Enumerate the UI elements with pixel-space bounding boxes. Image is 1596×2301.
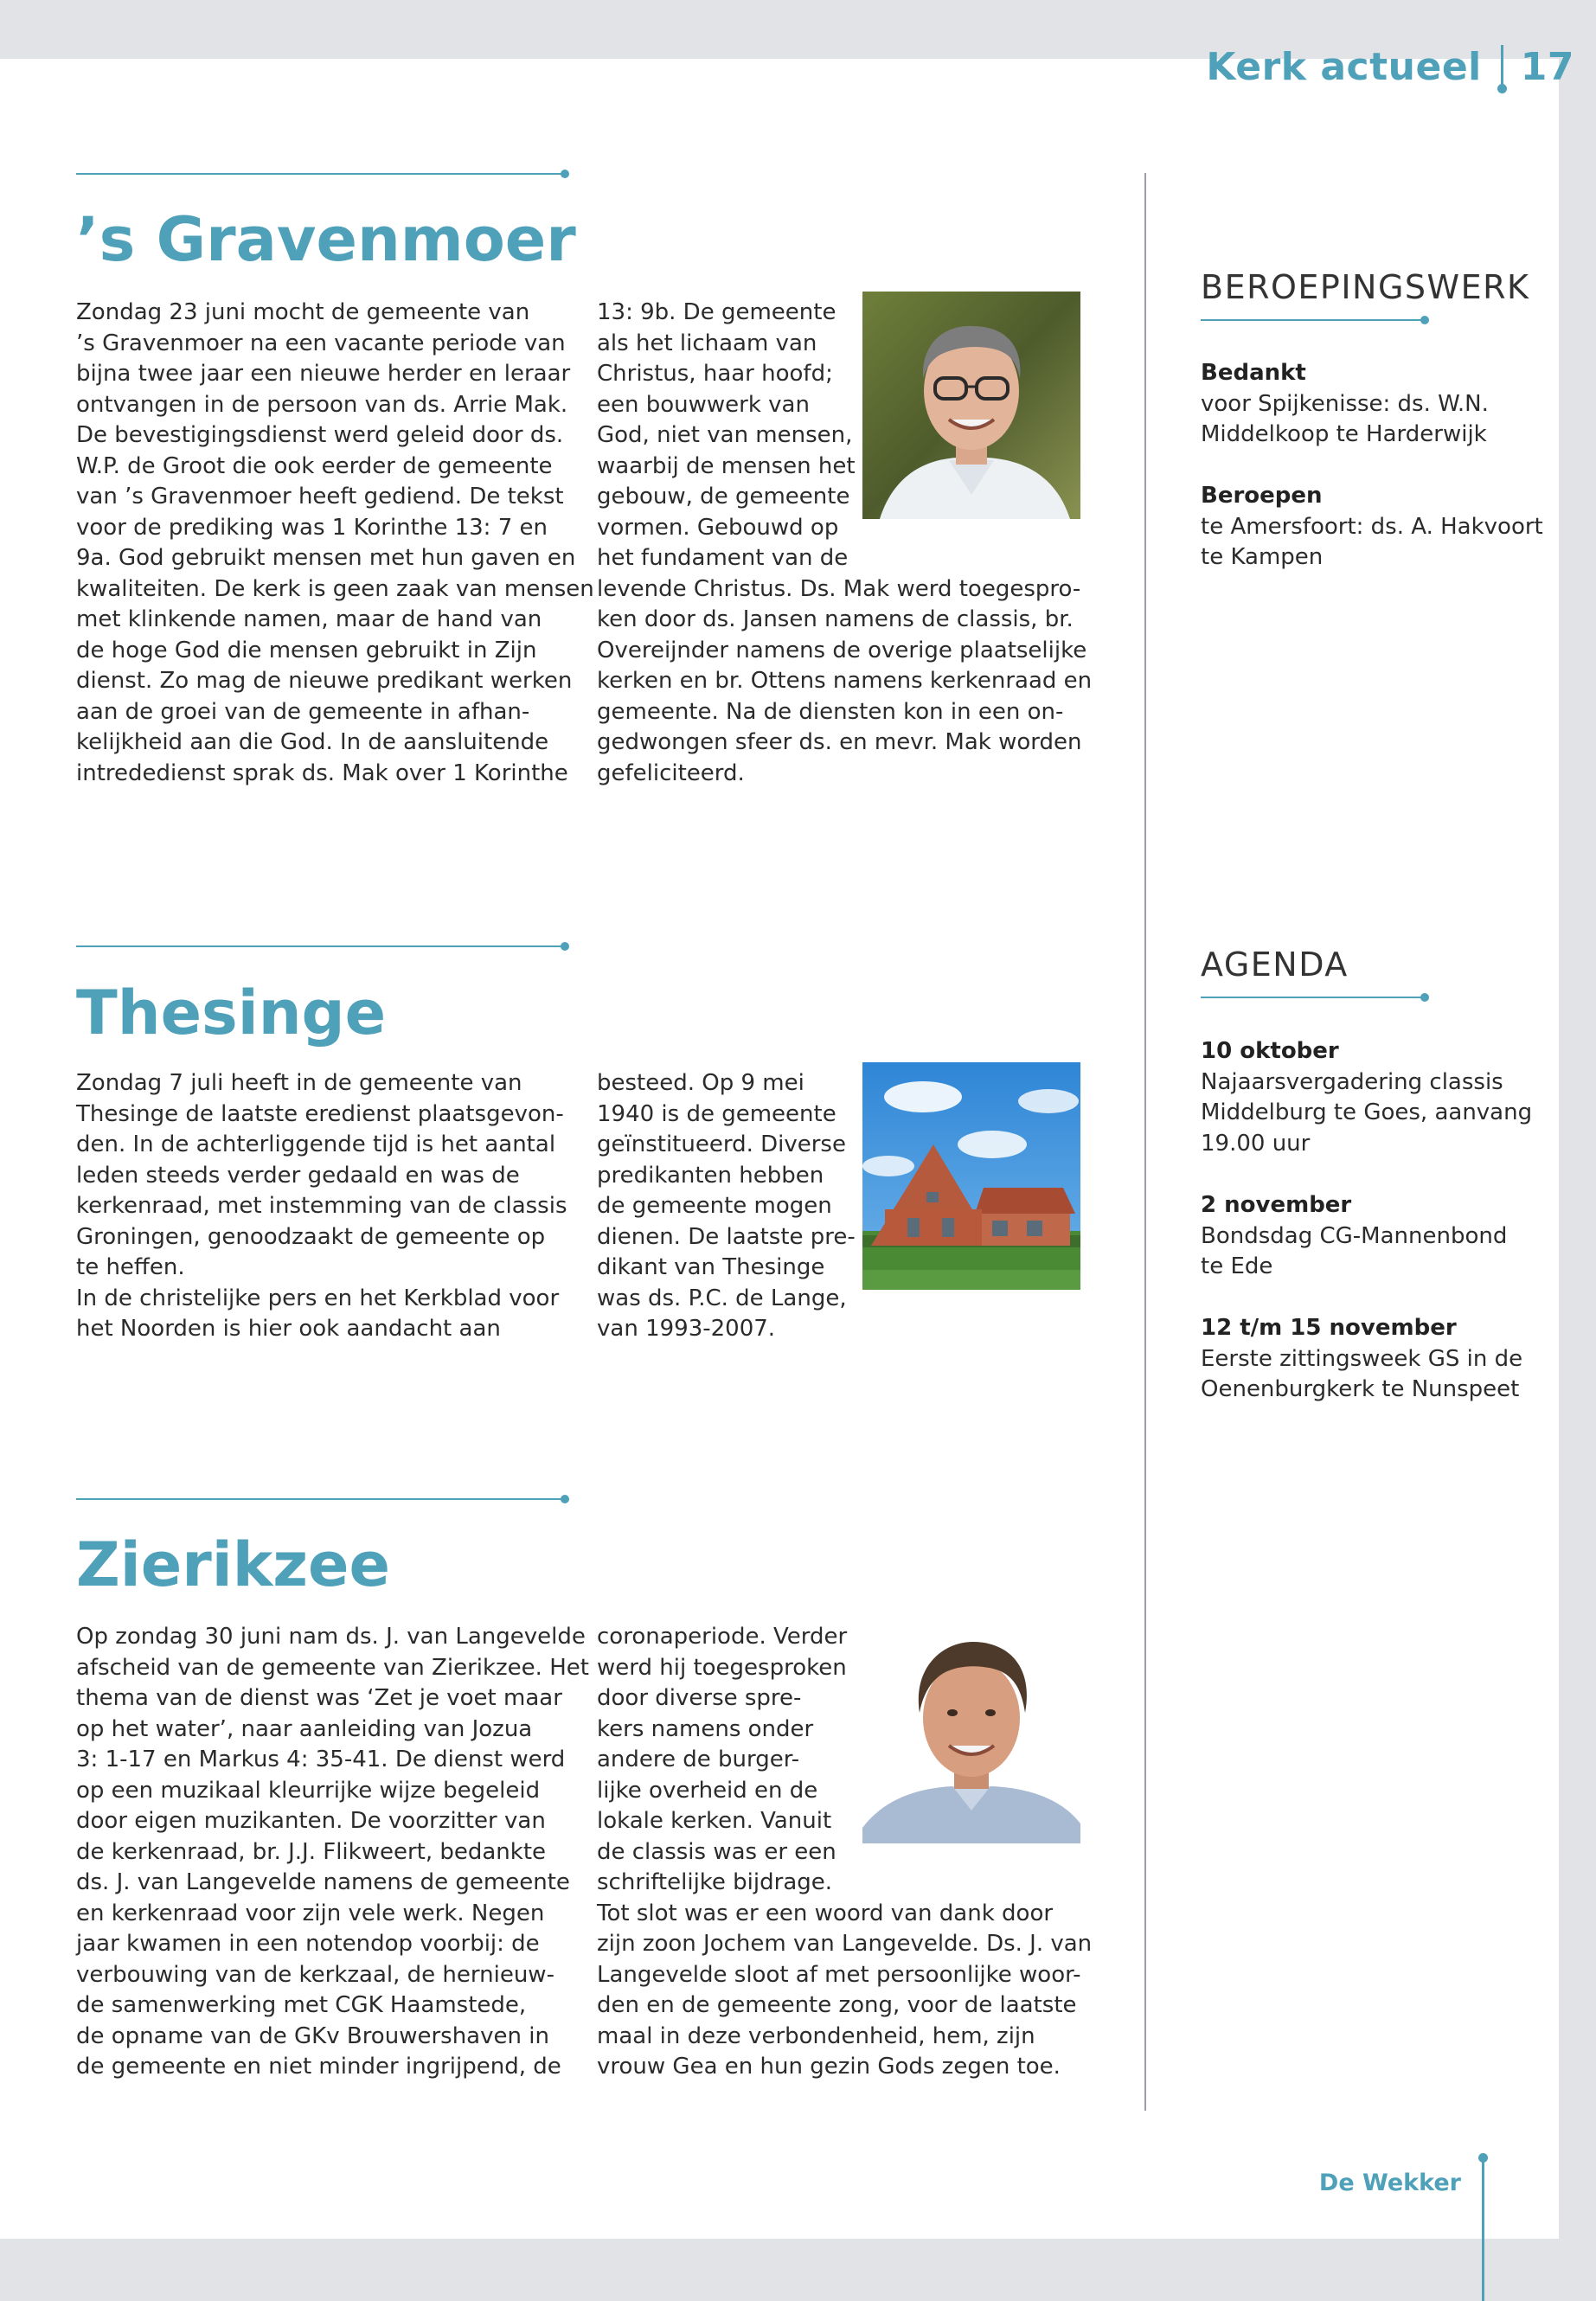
text-line: De bevestigingsdienst werd geleid door ds. [76, 422, 564, 448]
text-line: gefeliciteerd. [597, 760, 745, 786]
text-line: 3: 1-17 en Markus 4: 35-41. De dienst werd [76, 1747, 566, 1772]
text-line: Bondsdag CG-Mannenbond [1201, 1222, 1508, 1249]
text-line: Langevelde sloot af met persoonlijke woor- [597, 1961, 1081, 1988]
footer-line [1482, 2157, 1484, 2301]
text-line: gemeente. Na de diensten kon in een on- [597, 698, 1064, 725]
article-title: Thesinge [76, 977, 387, 1048]
text-line: van ’s Gravenmoer heeft gediend. De tekst [76, 484, 564, 510]
text-line: zijn zoon Jochem van Langevelde. Ds. J. van [597, 1931, 1093, 1957]
text-line: de hoge God die mensen gebruikt in Zijn [76, 637, 537, 663]
text-line: dikant van Thesinge [597, 1254, 825, 1280]
text-line: afscheid van de gemeente van Zierikzee. Het [76, 1654, 589, 1681]
agenda-item [1201, 1313, 1522, 1406]
agenda-item [1201, 1036, 1532, 1159]
text-line: In de christelijke pers en het Kerkblad voor [76, 1285, 560, 1311]
text-line: Zondag 23 juni mocht de gemeente van [76, 299, 530, 325]
text-line: de opname van de GKv Brouwershaven in [76, 2022, 549, 2049]
text-line: jaar kwamen in een notendop voorbij: de [76, 1931, 540, 1957]
text-line: lijke overheid en de [597, 1777, 818, 1804]
sidebar-heading-beroepingswerk: BEROEPINGSWERK [1201, 268, 1530, 306]
text-line: lokale kerken. Vanuit [597, 1808, 832, 1834]
agenda-item [1201, 1190, 1507, 1283]
magazine-name: De Wekker [1318, 2170, 1461, 2196]
agenda-date: 2 november [1201, 1192, 1352, 1218]
text-line: 1940 is de gemeente [597, 1100, 836, 1127]
beroepen-label: Beroepen [1201, 483, 1323, 509]
text-line: Eerste zittingsweek GS in de [1201, 1345, 1523, 1372]
text-line: kerkenraad, met instemming van de classis [76, 1193, 567, 1219]
text-line: leden steeds verder gedaald en was de [76, 1162, 520, 1189]
portrait-photo [862, 1616, 1080, 1843]
text-line: kerken en br. Ottens namens kerkenraad en [597, 668, 1093, 694]
text-line: voor de prediking was 1 Korinthe 13: 7 en [76, 514, 548, 541]
text-line: kers namens onder [597, 1715, 814, 1742]
text-line: Tot slot was er een woord van dank door [597, 1900, 1054, 1926]
text-line: werd hij toegesproken [597, 1654, 847, 1681]
column-divider [1144, 173, 1146, 2111]
text-line: 13: 9b. De gemeente [597, 299, 836, 325]
text-line: kelijkheid aan die God. In de aansluitende [76, 729, 549, 755]
text-line: God, niet van mensen, [597, 422, 853, 448]
text-line: W.P. de Groot die ook eerder de gemeente [76, 452, 553, 479]
text-line: den. In de achterliggende tijd is het aantal [76, 1131, 556, 1157]
text-line: Najaarsvergadering classis [1201, 1068, 1503, 1095]
text-line: Middelburg te Goes, aanvang [1201, 1099, 1533, 1125]
text-line: gedwongen sfeer ds. en mevr. Mak worden [597, 729, 1082, 755]
section-title: Kerk actueel [1206, 44, 1482, 89]
sidebar-rule [1201, 319, 1425, 321]
text-line: de classis was er een [597, 1838, 836, 1865]
text-line: verbouwing van de kerkzaal, de hernieuw- [76, 1961, 554, 1988]
text-line: als het lichaam van [597, 330, 817, 356]
text-line: te heffen. [76, 1254, 185, 1280]
article-rule [76, 173, 565, 175]
text-line: aan de groei van de gemeente in afhan- [76, 698, 530, 725]
text-line: kwaliteiten. De kerk is geen zaak van mensen [76, 575, 594, 602]
text-line: vrouw Gea en hun gezin Gods zegen toe. [597, 2054, 1061, 2080]
text-line: ds. J. van Langevelde namens de gemeente [76, 1869, 570, 1895]
sidebar-rule [1201, 997, 1425, 998]
portrait-photo [862, 292, 1080, 519]
text-line: Groningen, genoodzaakt de gemeente op [76, 1223, 546, 1250]
text-line: door eigen muzikanten. De voorzitter van [76, 1808, 546, 1834]
text-line: te Ede [1201, 1253, 1273, 1279]
article-rule [76, 945, 565, 947]
text-line: het Noorden is hier ook aandacht aan [76, 1316, 501, 1342]
article-rule [76, 1498, 565, 1500]
text-line: de gemeente en niet minder ingrijpend, de [76, 2054, 561, 2080]
text-line: was ds. P.C. de Lange, [597, 1285, 847, 1311]
text-line: door diverse spre- [597, 1685, 802, 1711]
text-line: ontvangen in de persoon van ds. Arrie Mak. [76, 391, 568, 418]
text-line: gebouw, de gemeente [597, 484, 850, 510]
text-line: dienen. De laatste pre- [597, 1223, 856, 1250]
text-line: te Kampen [1201, 544, 1324, 570]
article-body-col1 [76, 298, 594, 789]
text-line: te Amersfoort: ds. A. Hakvoort [1201, 513, 1543, 540]
page-header [1206, 36, 1574, 97]
text-line: bijna twee jaar een nieuwe herder en leraar [76, 361, 571, 387]
text-line: ken door ds. Jansen namens de classis, br. [597, 606, 1074, 632]
article-title: ’s Gravenmoer [76, 204, 576, 275]
text-line: intrededienst sprak ds. Mak over 1 Korinthe [76, 760, 568, 786]
text-line: een bouwwerk van [597, 391, 810, 418]
text-line: andere de burger- [597, 1747, 800, 1772]
text-line: op een muzikaal kleurrijke wijze begeleid [76, 1777, 541, 1804]
text-line: Overeijnder namens de overige plaatselijke [597, 637, 1087, 663]
text-line: Oenenburgkerk te Nunspeet [1201, 1376, 1520, 1402]
text-line: ’s Gravenmoer na een vacante periode van [76, 330, 566, 356]
header-separator [1501, 45, 1503, 88]
text-line: de kerkenraad, br. J.J. Flikweert, bedankte [76, 1838, 547, 1865]
text-line: Middelkoop te Harderwijk [1201, 421, 1487, 447]
text-line: op het water’, naar aanleiding van Jozua [76, 1715, 533, 1742]
text-line: 19.00 uur [1201, 1130, 1311, 1157]
article-body-col1 [76, 1068, 567, 1345]
text-line: 9a. God gebruikt mensen met hun gaven en [76, 545, 576, 571]
agenda-date: 10 oktober [1201, 1038, 1339, 1064]
text-line: Zondag 7 juli heeft in de gemeente van [76, 1070, 522, 1096]
text-line: voor Spijkenisse: ds. W.N. [1201, 390, 1489, 417]
text-line: predikanten hebben [597, 1162, 824, 1189]
bedankt-label: Bedankt [1201, 360, 1306, 386]
page-number: 17 [1520, 44, 1574, 89]
text-line: geïnstitueerd. Diverse [597, 1131, 846, 1157]
article-body-col2 [597, 1068, 856, 1345]
text-line: schriftelijke bijdrage. [597, 1869, 833, 1895]
text-line: vormen. Gebouwd op [597, 514, 839, 541]
text-line: dienst. Zo mag de nieuwe predikant werken [76, 668, 573, 694]
article-title: Zierikzee [76, 1529, 390, 1600]
text-line: Thesinge de laatste eredienst plaatsgevon- [76, 1100, 564, 1127]
text-line: de gemeente mogen [597, 1193, 832, 1219]
text-line: en kerkenraad voor zijn vele werk. Negen [76, 1900, 545, 1926]
sidebar-heading-agenda: AGENDA [1201, 945, 1349, 984]
text-line: Christus, haar hoofd; [597, 361, 833, 387]
agenda-date: 12 t/m 15 november [1201, 1315, 1457, 1341]
text-line: van 1993-2007. [597, 1316, 776, 1342]
church-photo [862, 1062, 1080, 1290]
text-line: het fundament van de [597, 545, 849, 571]
beroepingswerk-bedankt [1201, 358, 1489, 451]
text-line: thema van de dienst was ‘Zet je voet maar [76, 1685, 562, 1711]
beroepingswerk-beroepen [1201, 481, 1543, 574]
text-line: coronaperiode. Verder [597, 1624, 848, 1650]
text-line: levende Christus. Ds. Mak werd toegespro- [597, 575, 1081, 602]
article-body-col1 [76, 1622, 589, 2083]
text-line: den en de gemeente zong, voor de laatste [597, 1992, 1077, 2018]
text-line: met klinkende namen, maar de hand van [76, 606, 542, 632]
text-line: de samenwerking met CGK Haamstede, [76, 1992, 527, 2018]
text-line: besteed. Op 9 mei [597, 1070, 804, 1096]
text-line: maal in deze verbondenheid, hem, zijn [597, 2022, 1035, 2049]
text-line: waarbij de mensen het [597, 452, 856, 479]
text-line: Op zondag 30 juni nam ds. J. van Langevelde [76, 1624, 586, 1650]
